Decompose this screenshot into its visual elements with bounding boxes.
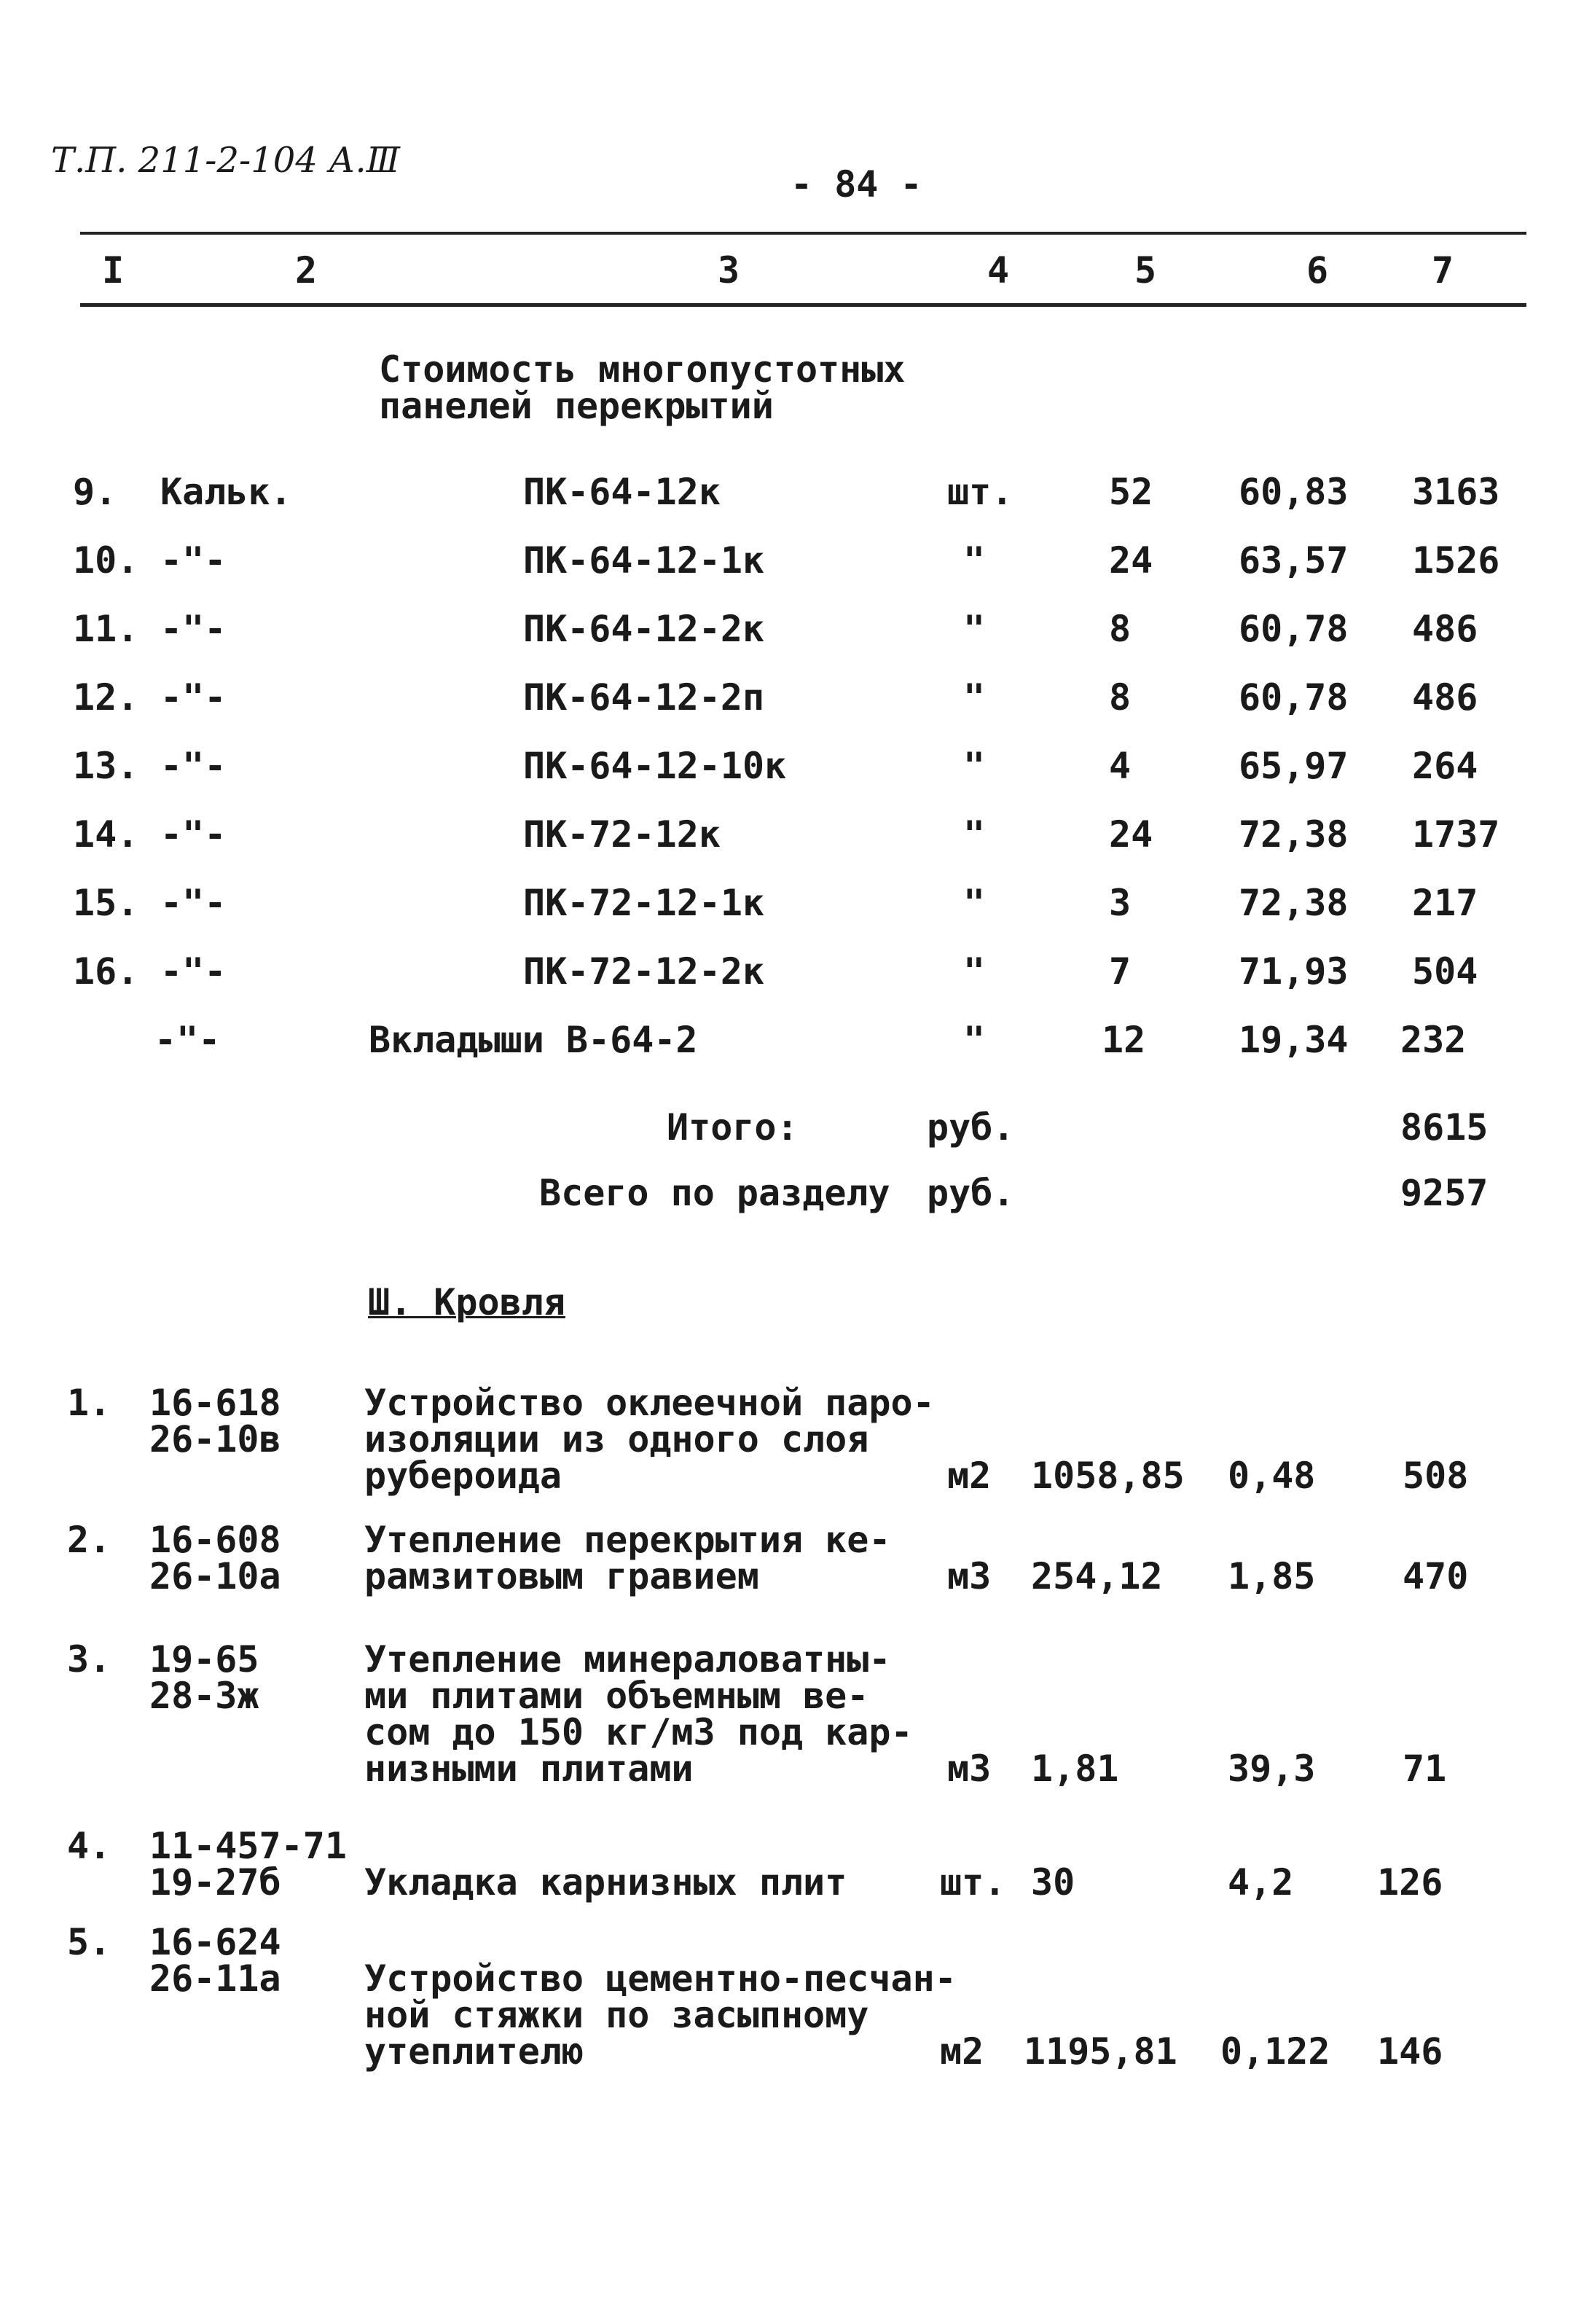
subtotal-label: Итого: [667, 1106, 799, 1149]
panel-row-num: 11. [73, 608, 139, 650]
panel-row-price: 72,38 [1239, 813, 1349, 856]
roof-row-price: 1,85 [1228, 1555, 1316, 1597]
roof-row-total: 470 [1403, 1555, 1469, 1597]
panel-row-num: 14. [73, 813, 139, 856]
roof-row-price: 4,2 [1228, 1861, 1294, 1904]
column-header-2: 2 [295, 249, 318, 292]
panel-row-qty: 52 [1109, 471, 1153, 513]
panel-row-price: 71,93 [1239, 950, 1349, 993]
panel-row-name: ПК-72-12-2к [523, 950, 765, 993]
panel-row-ref: -"- [160, 539, 227, 582]
roof-row-unit: м3 [947, 1748, 992, 1790]
panel-row-qty: 24 [1109, 813, 1153, 856]
panel-row-ref: -"- [160, 813, 227, 856]
panel-row-total: 486 [1412, 608, 1478, 650]
column-header-6: 6 [1306, 249, 1329, 292]
header-top-rule [80, 232, 1526, 235]
panel-row-unit: " [963, 608, 986, 650]
column-header-3: 3 [718, 249, 740, 292]
panel-row-price: 60,78 [1239, 676, 1349, 719]
panel-row-total: 232 [1400, 1019, 1467, 1061]
roof-row-total: 126 [1377, 1861, 1443, 1904]
panel-row-unit: шт. [947, 471, 1013, 513]
section-total-label: Всего по разделу [539, 1172, 890, 1214]
panel-row-price: 65,97 [1239, 745, 1349, 787]
panel-row-price: 60,78 [1239, 608, 1349, 650]
section-total-unit: руб. [927, 1172, 1015, 1214]
roof-row-qty: 1,81 [1031, 1748, 1119, 1790]
panel-row-total: 3163 [1412, 471, 1500, 513]
panel-row-total: 264 [1412, 745, 1478, 787]
panel-row-name: ПК-64-12-2п [523, 676, 765, 719]
panel-row-num: 9. [73, 471, 117, 513]
panel-row-qty: 3 [1109, 882, 1132, 924]
panel-row-name: ПК-72-12-1к [523, 882, 765, 924]
subtotal-value: 8615 [1400, 1106, 1489, 1149]
section-roof-heading: Ш. Кровля [368, 1281, 565, 1323]
panel-row-price: 19,34 [1239, 1019, 1349, 1061]
panel-row-total: 1737 [1412, 813, 1500, 856]
panel-row-name: ПК-64-12-2к [523, 608, 765, 650]
column-header-5: 5 [1134, 249, 1157, 292]
panel-row-qty: 12 [1102, 1019, 1146, 1061]
panel-row-qty: 8 [1109, 676, 1132, 719]
panel-row-name: Вкладыши В-64-2 [369, 1019, 698, 1061]
panel-row-unit: " [963, 745, 986, 787]
roof-row-num: 2. [67, 1519, 111, 1561]
panel-row-qty: 7 [1109, 950, 1132, 993]
roof-row-desc: Устройство цементно-песчан- ной стяжки по засыпному утеплителю [364, 1957, 957, 2073]
roof-row-qty: 1195,81 [1024, 2030, 1177, 2073]
panel-row-total: 504 [1412, 950, 1478, 993]
panel-row-ref: -"- [160, 676, 227, 719]
panel-row-price: 60,83 [1239, 471, 1349, 513]
panel-row-price: 72,38 [1239, 882, 1349, 924]
section-total-value: 9257 [1400, 1172, 1489, 1214]
roof-row-ref: 16-624 26-11а [149, 1921, 281, 2000]
roof-row-desc: Утепление перекрытия ке- рамзитовым гравием [364, 1519, 891, 1597]
roof-row-num: 5. [67, 1921, 111, 1963]
roof-row-ref: 16-618 26-10в [149, 1382, 281, 1460]
panel-row-ref: -"- [160, 608, 227, 650]
roof-row-price: 39,3 [1228, 1748, 1316, 1790]
roof-row-qty: 1058,85 [1031, 1455, 1185, 1497]
roof-row-desc: Устройство оклеечной паро- изоляции из одного слоя рубероида [364, 1382, 935, 1497]
panel-row-unit: " [963, 1019, 986, 1061]
panel-row-total: 217 [1412, 882, 1478, 924]
panel-row-name: ПК-64-12к [523, 471, 721, 513]
roof-row-price: 0,122 [1220, 2030, 1330, 2073]
roof-row-qty: 254,12 [1031, 1555, 1163, 1597]
panel-row-ref: -"- [160, 950, 227, 993]
document-code: Т.П. 211-2-104 А.Ⅲ [51, 140, 401, 181]
panel-row-num: 10. [73, 539, 139, 582]
section-panels-heading: Стоимость многопустотных панелей перекрытий [379, 348, 906, 427]
column-header-4: 4 [987, 249, 1010, 292]
panel-row-name: ПК-72-12к [523, 813, 721, 856]
roof-row-total: 508 [1403, 1455, 1469, 1497]
column-header-1: I [102, 249, 125, 292]
roof-row-num: 4. [67, 1825, 111, 1867]
panel-row-ref: Кальк. [160, 471, 292, 513]
header-bottom-rule [80, 303, 1526, 307]
subtotal-unit: руб. [927, 1106, 1015, 1149]
panel-row-num: 15. [73, 882, 139, 924]
roof-row-price: 0,48 [1228, 1455, 1316, 1497]
panel-row-name: ПК-64-12-1к [523, 539, 765, 582]
panel-row-qty: 8 [1109, 608, 1132, 650]
panel-row-unit: " [963, 676, 986, 719]
roof-row-desc: Утепление минераловатны- ми плитами объемным ве- сом до 150 кг/м3 под кар- низными плитами [364, 1638, 913, 1790]
panel-row-ref: -"- [154, 1019, 221, 1061]
panel-row-ref: -"- [160, 882, 227, 924]
roof-row-unit: м3 [947, 1555, 992, 1597]
roof-row-ref: 16-608 26-10а [149, 1519, 281, 1597]
roof-row-unit: м2 [947, 1455, 992, 1497]
panel-row-name: ПК-64-12-10к [523, 745, 787, 787]
panel-row-qty: 4 [1109, 745, 1132, 787]
roof-row-qty: 30 [1031, 1861, 1075, 1904]
column-header-7: 7 [1432, 249, 1454, 292]
roof-row-desc: Укладка карнизных плит [364, 1861, 847, 1904]
roof-row-total: 71 [1403, 1748, 1447, 1790]
roof-row-num: 1. [67, 1382, 111, 1424]
panel-row-num: 13. [73, 745, 139, 787]
panel-row-unit: " [963, 539, 986, 582]
roof-row-ref: 11-457-71 19-27б [149, 1825, 347, 1904]
panel-row-qty: 24 [1109, 539, 1153, 582]
roof-row-ref: 19-65 28-3ж [149, 1638, 259, 1717]
panel-row-total: 1526 [1412, 539, 1500, 582]
panel-row-unit: " [963, 950, 986, 993]
roof-row-unit: шт. [940, 1861, 1006, 1904]
panel-row-ref: -"- [160, 745, 227, 787]
roof-row-num: 3. [67, 1638, 111, 1681]
panel-row-num: 16. [73, 950, 139, 993]
panel-row-unit: " [963, 813, 986, 856]
page-number: - 84 - [791, 163, 922, 206]
panel-row-num: 12. [73, 676, 139, 719]
roof-row-total: 146 [1377, 2030, 1443, 2073]
panel-row-unit: " [963, 882, 986, 924]
roof-row-unit: м2 [940, 2030, 984, 2073]
panel-row-price: 63,57 [1239, 539, 1349, 582]
panel-row-total: 486 [1412, 676, 1478, 719]
